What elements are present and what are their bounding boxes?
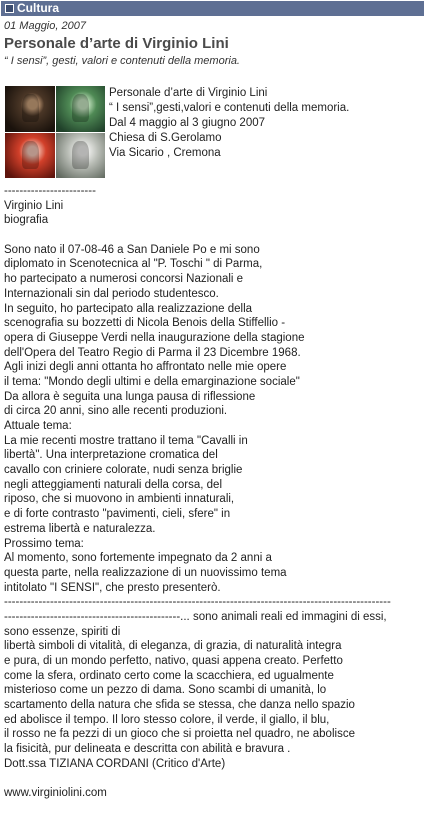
body-line <box>4 228 428 243</box>
info-line: Dal 4 maggio al 3 giugno 2007 <box>109 117 266 129</box>
body-line: sono essenze, spiriti di <box>4 625 121 638</box>
body-line: e di forte contrasto "pavimenti, cieli, sfere" in <box>4 508 231 521</box>
body-line: questa parte, nella realizzazione di un nuovissimo tema <box>4 566 287 579</box>
body-line: e pura, di un mondo perfetto, nativo, quasi appena creato. Perfetto <box>4 655 343 667</box>
body-line: il rosso ne fa pezzi di un gioco che si proietta nel quadro, ne abolisce <box>4 728 355 741</box>
info-line: “ I sensi”,gesti,valori e contenuti della memoria. <box>109 102 350 114</box>
body-line: estrema libertà e naturalezza. <box>4 522 156 535</box>
body-line: negli atteggiamenti naturali della corsa, del <box>4 478 222 491</box>
portrait-quadrant-green <box>56 86 106 132</box>
body-line: ho partecipato a numerosi concorsi Nazionali e <box>4 273 244 286</box>
portrait-quadrant-gray <box>56 133 106 179</box>
info-line: Chiesa di S.Gerolamo <box>109 132 222 144</box>
body-line: Sono nato il 07-08-46 a San Daniele Po e mi sono <box>4 243 260 256</box>
body-line: ----------------------------------------------... sono animali reali ed immagini di essi, <box>4 610 387 623</box>
body-line: Prossimo tema: <box>4 537 84 550</box>
body-line: La mie recenti mostre trattano il tema "Cavalli in <box>4 434 248 447</box>
body-line: scartamento della natura che sfida se stessa, che danza nello spazio <box>4 699 355 712</box>
body-line: biografia <box>4 214 49 227</box>
body-line: il tema: "Mondo degli ultimi e della emarginazione sociale" <box>4 375 300 388</box>
portrait-quadrant-red <box>5 133 55 179</box>
body-line: misterioso come un pezzo di dama. Sono scambi di umanità, lo <box>4 684 327 697</box>
article-title[interactable]: Personale d’arte di Virginio Lini <box>4 35 229 52</box>
body-line: la fisicità, pur delineata e descritta con abilità e bravura . <box>4 743 291 756</box>
body-line: ----------------------------------------------------------------------------------------------------- <box>4 596 391 609</box>
body-line: dell'Opera del Teatro Regio di Parma il 23 Dicembre 1968. <box>4 346 301 359</box>
body-line: cavallo con criniere colorate, nudi senza briglie <box>4 464 243 477</box>
square-bullet-icon <box>5 4 14 13</box>
portrait-quadrant-sepia <box>5 86 55 132</box>
website-link[interactable]: www.virginiolini.com <box>4 787 107 800</box>
body-line: Agli inizi degli anni ottanta ho affrontato nelle mie opere <box>4 361 287 374</box>
article-date: 01 Maggio, 2007 <box>4 20 86 32</box>
body-line: Virginio Lini <box>4 199 64 212</box>
body-line: libertà simboli di vitalità, di eleganza, di grazia, di naturalità integra <box>4 640 342 653</box>
section-label: Cultura <box>17 1 59 15</box>
artist-portrait-image <box>5 86 105 178</box>
body-line <box>4 772 428 787</box>
exhibition-info <box>109 86 349 161</box>
body-line: Dott.ssa TIZIANA CORDANI (Critico d'Arte) <box>4 757 226 770</box>
body-line: In seguito, ho partecipato alla realizzazione della <box>4 302 253 315</box>
body-line: riposo, che si muovono in ambienti innaturali, <box>4 493 235 506</box>
body-line: opera di Giuseppe Verdi nella inaugurazione della stagione <box>4 331 305 344</box>
body-line: ------------------------ <box>4 185 96 197</box>
info-line: Personale d’arte di Virginio Lini <box>109 87 268 99</box>
body-line: intitolato "I SENSI", che presto presenterò. <box>4 581 221 594</box>
body-line: libertà". Una interpretazione cromatica del <box>4 449 218 462</box>
article-body <box>4 184 428 801</box>
section-header <box>1 1 424 16</box>
body-line: di circa 20 anni, sino alle recenti produzioni. <box>4 405 228 418</box>
body-line: diplomato in Scenotecnica al "P. Toschi " di Parma, <box>4 258 263 271</box>
body-line: Da allora è seguita una lunga pausa di riflessione <box>4 390 256 403</box>
info-line: Via Sicario , Cremona <box>109 147 221 159</box>
body-line: Al momento, sono fortemente impegnato da 2 anni a <box>4 552 272 565</box>
body-line: come la sfera, ordinato certo come la scacchiera, ed ugualmente <box>4 669 334 682</box>
body-line: Attuale tema: <box>4 420 72 432</box>
body-line: scenografia su bozzetti di Nicola Benois della Stiffellio - <box>4 317 286 330</box>
body-line: ed abolisce il tempo. Il loro stesso colore, il verde, il giallo, il blu, <box>4 713 330 726</box>
body-line: Internazionali sin dal periodo studentesco. <box>4 287 219 300</box>
article-subtitle: “ I sensi”, gesti, valori e contenuti della memoria. <box>4 55 240 67</box>
